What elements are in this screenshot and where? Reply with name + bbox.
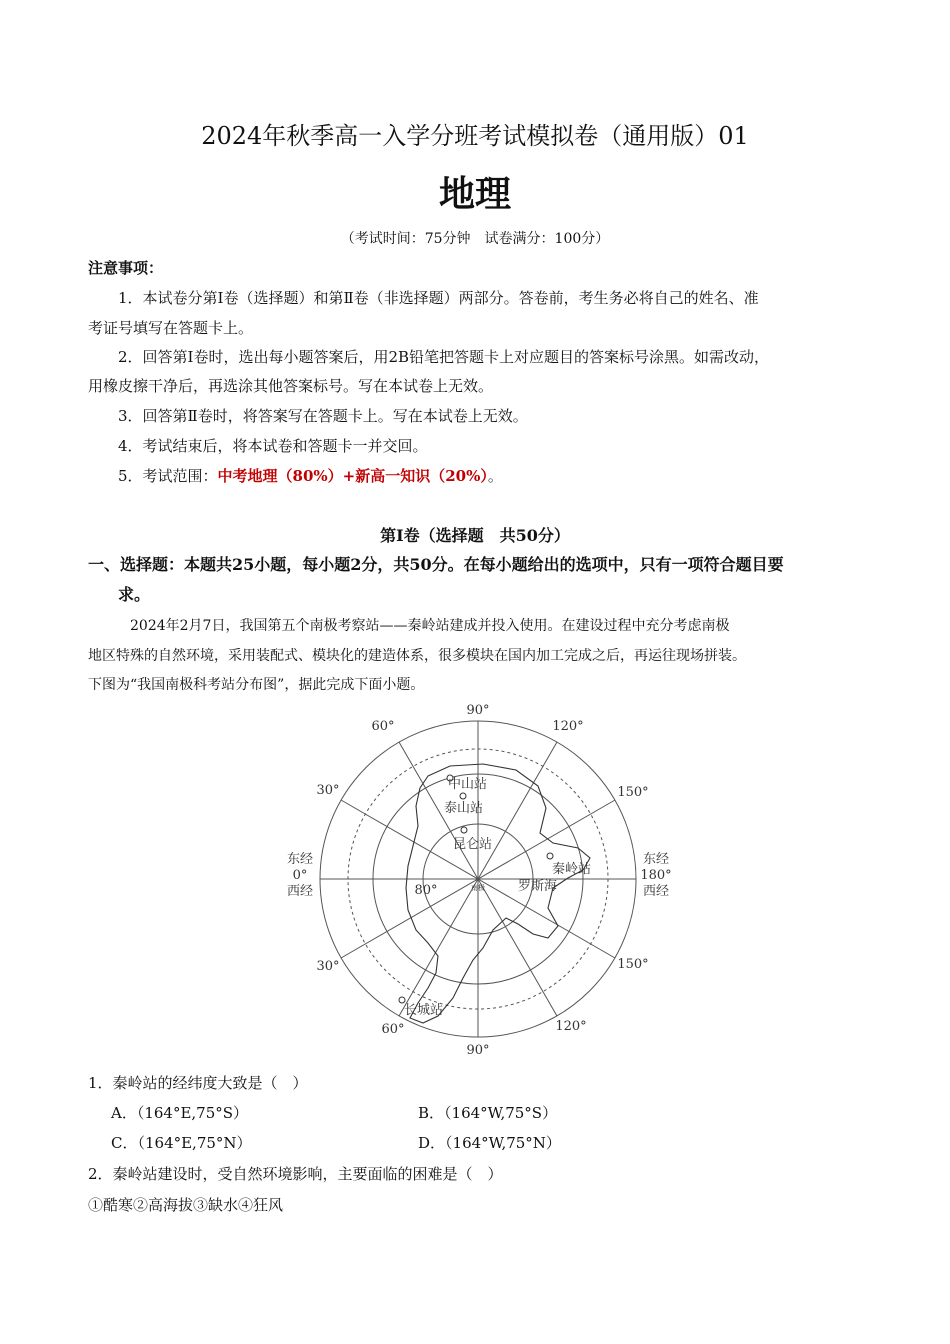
label-changcheng: 长城站 xyxy=(404,1003,444,1018)
notice-item-3: 3．回答第Ⅱ卷时，将答案写在答题卡上。写在本试卷上无效。 xyxy=(118,407,528,425)
notice-item-1-line-2: 考证号填写在答题卡上。 xyxy=(88,319,254,337)
label-upper-right-150: 150° xyxy=(617,785,649,800)
label-lower-left-30: 30° xyxy=(316,959,340,974)
label-zhongshan: 中山站 xyxy=(448,777,488,792)
passage-line-2: 地区特殊的自然环境，采用装配式、模块化的建造体系，很多模块在国内加工完成之后，再运往现场拼装。 xyxy=(88,648,746,664)
label-lower-left-60: 60° xyxy=(381,1022,405,1037)
qinling-station-dot xyxy=(547,853,553,859)
label-south-pole: 南极 xyxy=(471,884,485,892)
question-1-stem: 1．秦岭站的经纬度大致是（ ） xyxy=(88,1074,308,1092)
label-top-90: 90° xyxy=(466,703,490,718)
question-1-option-d: D．（164°W,75°N） xyxy=(418,1134,561,1152)
notice-item-5-suffix: 。 xyxy=(487,467,503,485)
label-lower-right-120: 120° xyxy=(555,1019,587,1034)
exam-meta: （考试时间：75分钟 试卷满分：100分） xyxy=(340,231,610,247)
question-2-stem: 2．秦岭站建设时，受自然环境影响，主要面临的困难是（ ） xyxy=(88,1165,503,1183)
taishan-station-dot xyxy=(460,793,466,799)
label-upper-right-120: 120° xyxy=(552,719,584,734)
label-ross-sea: 罗斯海 xyxy=(518,879,558,894)
kunlun-station-dot xyxy=(461,827,467,833)
notice-item-2-line-2: 用橡皮擦干净后，再选涂其他答案标号。写在本试卷上无效。 xyxy=(88,377,494,395)
section-1-title: 第Ⅰ卷（选择题 共50分） xyxy=(380,526,570,545)
question-1-option-b: B．（164°W,75°S） xyxy=(418,1104,558,1122)
notice-item-5 xyxy=(118,466,503,486)
label-west-left: 西经 xyxy=(286,884,314,899)
section-1-instruction-line-1: 一、选择题：本题共25小题，每小题2分，共50分。在每小题给出的选项中，只有一项符合题目要 xyxy=(88,555,784,574)
label-upper-left-60: 60° xyxy=(371,719,395,734)
passage-line-1: 2024年2月7日，我国第五个南极考察站——秦岭站建成并投入使用。在建设过程中充分考虑南极 xyxy=(130,618,730,634)
label-zero: 0° xyxy=(292,868,308,883)
question-2-options: ①酷寒②高海拔③缺水④狂风 xyxy=(88,1196,284,1214)
subject-title: 地理 xyxy=(438,174,511,215)
question-1-option-c: C．（164°E,75°N） xyxy=(111,1134,252,1152)
section-1-instruction-line-2: 求。 xyxy=(118,585,151,604)
notice-item-1-line-1: 1．本试卷分第Ⅰ卷（选择题）和第Ⅱ卷（非选择题）两部分。答卷前，考生务必将自己的姓名、准 xyxy=(118,289,759,307)
label-180: 180° xyxy=(640,868,672,883)
label-taishan: 泰山站 xyxy=(444,801,484,816)
label-bottom-90: 90° xyxy=(466,1043,490,1058)
notice-item-4: 4．考试结束后，将本试卷和答题卡一并交回。 xyxy=(118,437,428,455)
label-lat-80: 80° xyxy=(414,883,438,898)
notice-item-5-prefix: 5．考试范围： xyxy=(118,467,218,485)
label-kunlun: 昆仑站 xyxy=(453,837,493,852)
label-west-right: 西经 xyxy=(642,884,670,899)
label-east-right: 东经 xyxy=(642,852,670,867)
label-qinling: 秦岭站 xyxy=(552,862,592,877)
label-lower-right-150: 150° xyxy=(617,957,649,972)
antarctica-stations-map xyxy=(278,698,678,1060)
question-1-option-a: A．（164°E,75°S） xyxy=(111,1104,249,1122)
notice-item-2-line-1: 2．回答第Ⅰ卷时，选出每小题答案后，用2B铅笔把答题卡上对应题目的答案标号涂黑。如需改动， xyxy=(118,348,770,366)
notice-item-5-scope: 中考地理（80%）+新高一知识（20%） xyxy=(217,467,488,485)
label-east-left: 东经 xyxy=(286,852,314,867)
exam-title: 2024年秋季高一入学分班考试模拟卷（通用版）01 xyxy=(201,122,749,150)
label-upper-left-30: 30° xyxy=(316,783,340,798)
passage-line-3: 下图为“我国南极科考站分布图”，据此完成下面小题。 xyxy=(88,677,425,693)
notice-heading: 注意事项： xyxy=(88,259,164,277)
